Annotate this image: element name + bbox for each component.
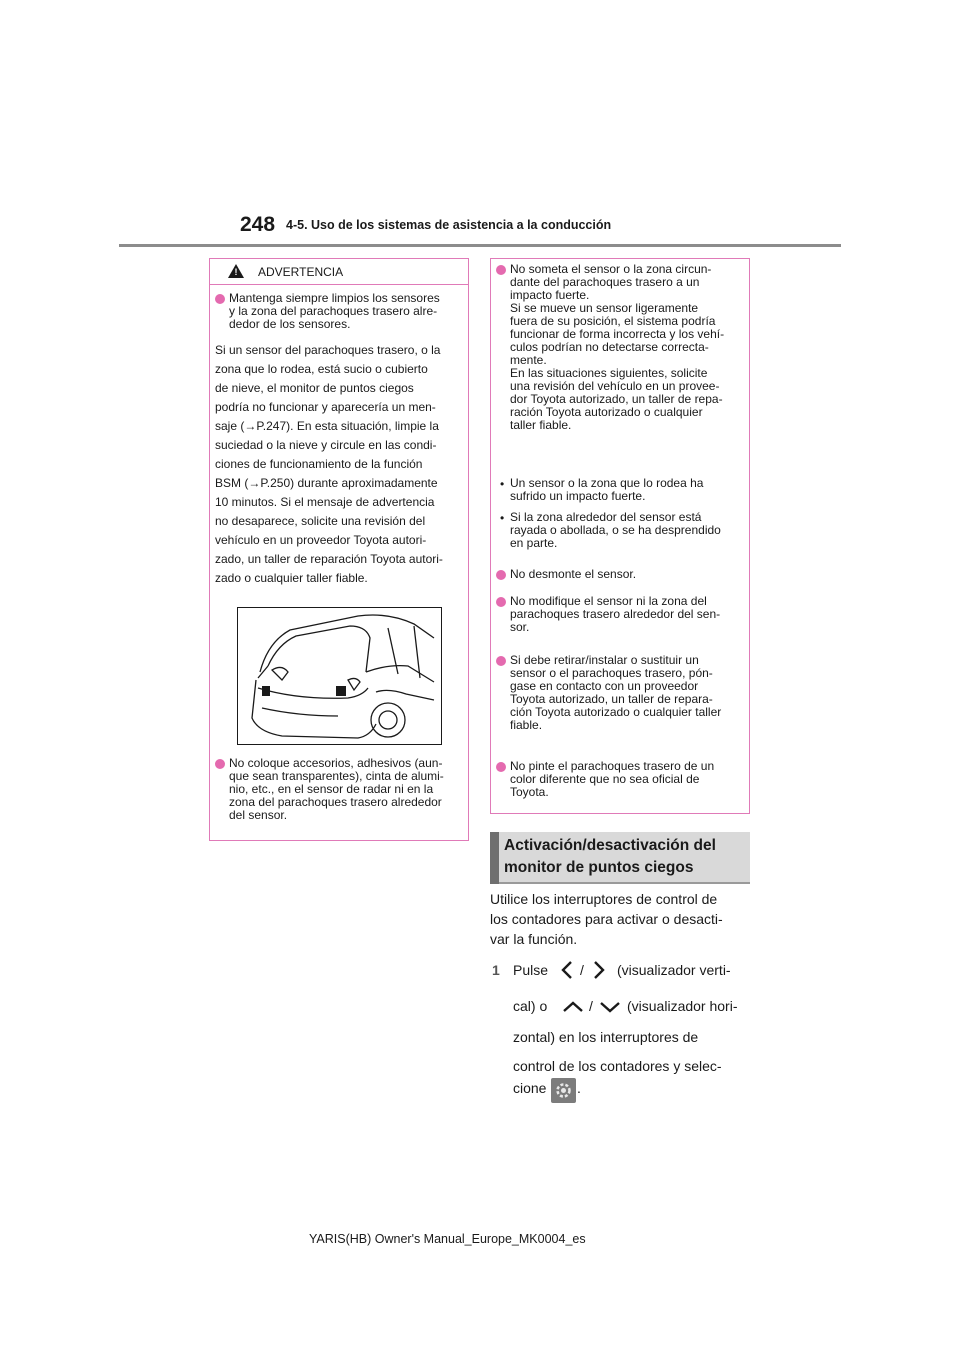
chevron-right-icon	[592, 960, 606, 980]
bullet-icon	[496, 762, 506, 772]
footer-text: YARIS(HB) Owner's Manual_Europe_MK0004_es	[309, 1232, 586, 1246]
heading-line-1: Activación/desactivación del	[504, 837, 716, 854]
section-title: 4-5. Uso de los sistemas de asistencia a la conducción	[286, 218, 612, 232]
intro-line-1: Utilice los interruptores de control de	[490, 891, 718, 907]
heading-line-2: monitor de puntos ciegos	[504, 859, 694, 876]
bullet-icon	[496, 265, 506, 275]
chevron-left-icon	[560, 960, 574, 980]
warning-title: ADVERTENCIA	[258, 265, 344, 279]
warning-box-right: No someta el sensor o la zona circun- dante del parachoques trasero a un impacto fuerte. Si se mueve un sensor ligeramente fuera de su posición, el sistema podría funcionar de forma incorrecta y los vehí- culos podrían no detectarse correcta- mente. En las situaciones siguientes, solicite una revisión del vehículo en un provee- dor Toyota autorizado, un taller de repa- ración Toyota autorizado o cualquier taller fiable. • Un sensor o la zona que lo rodea ha sufrido un impacto fuerte. • Si la zona alrededor del sensor está rayada o abollada, o se ha desprendido en parte. No desmonte el sensor. No modifique el sensor ni la zona del parachoques trasero alrededor del sen- sor. Si debe retirar/instalar o sustituir un sensor o el parachoques trasero, pón- gase en contacto con un proveedor Toyota autorizado, un taller de repara- ción Toyota autorizado o cualquier taller fiable. No pinte el parachoques trasero de un color diferente que no sea oficial de Toyota.	[490, 258, 750, 814]
step-number: 1	[492, 962, 500, 978]
gear-icon	[551, 1078, 576, 1103]
bullet-icon	[496, 570, 506, 580]
bullet-icon	[496, 656, 506, 666]
chevron-down-icon	[599, 1000, 621, 1014]
bullet-icon	[215, 294, 225, 304]
warning-box-left: ! ADVERTENCIA Mantenga siempre limpios los sensores y la zona del parachoques trasero alre- dedor de los sensores. Si un sensor del parachoques trasero, o la zona que lo rodea, está sucio o cubierto de nieve, el monitor de puntos ciegos podría no funcionar y aparecería un men- saje (→P.247). En esta situación, limpie la suciedad o la nieve y circule en las condi- ciones de funcionamiento de la función BSM (→P.250) durante aproximadamente 10 minutos. Si el mensaje de advertencia no desaparece, solicite una revisión del vehículo en un proveedor Toyota autori- zado, un taller de reparación Toyota autori- zado o cualquier taller fiable. No coloque accesorios, adhesivos (aun- que sean transparentes), cinta de alumi- nio, etc., en el sensor de radar ni en la zona del parachoques trasero alrededor del sensor.	[209, 258, 469, 841]
bullet-icon	[496, 597, 506, 607]
warning-title-bar: ! ADVERTENCIA	[210, 259, 468, 285]
page-number: 248	[240, 213, 276, 236]
chevron-up-icon	[562, 1000, 584, 1014]
section-heading	[490, 832, 750, 884]
intro-line-3: var la función.	[490, 931, 578, 947]
intro-line-2: los contadores para activar o desacti-	[490, 911, 723, 927]
car-rear-illustration	[237, 607, 442, 745]
header-rule	[119, 244, 841, 247]
car-illustration-icon	[238, 608, 441, 744]
bullet-icon	[215, 759, 225, 769]
